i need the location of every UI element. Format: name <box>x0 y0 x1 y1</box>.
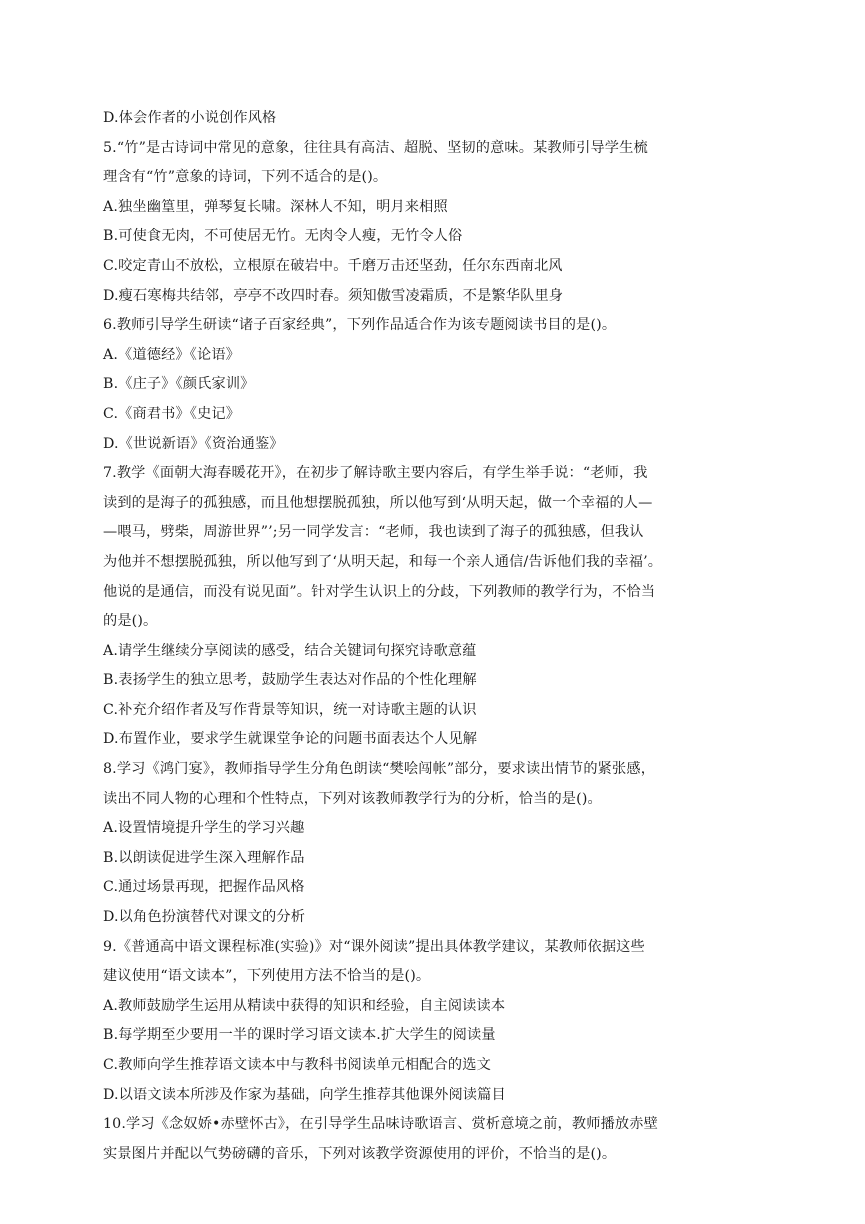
option-line: C.通过场景再现，把握作品风格 <box>103 879 305 896</box>
option-line: D.体会作者的小说创作风格 <box>103 110 277 126</box>
question-7-line: 的是()。 <box>103 613 158 630</box>
option-line: A.设置情境提升学生的学习兴趣 <box>103 820 305 837</box>
option-line: D.瘦石寒梅共结邻，亭亭不改四时春。须知傲雪凌霜质，不是繁华队里身 <box>103 287 564 304</box>
option-line: B.表扬学生的独立思考，鼓励学生表达对作品的个性化理解 <box>103 672 477 689</box>
option-line: B.可使食无肉，不可使居无竹。无肉令人瘦，无竹令人俗 <box>103 228 463 245</box>
option-line: D.以语文读本所涉及作家为基础，向学生推荐其他课外阅读篇目 <box>103 1086 506 1103</box>
option-line: B.以朗读促进学生深入理解作品 <box>103 849 305 866</box>
question-7-line: 读到的是海子的孤独感，而且他想摆脱孤独，所以他写到‘从明天起，做一个幸福的人— <box>103 494 653 511</box>
option-line: D.布置作业，要求学生就课堂争论的问题书面表达个人见解 <box>103 731 478 748</box>
question-9-line: 9.《普通高中语文课程标准(实验)》对“课外阅读”提出具体教学建议，某教师依据这些 <box>103 938 645 955</box>
option-line: D.《世说新语》《资治通鉴》 <box>103 435 284 452</box>
question-10-line: 10.学习《念奴娇•赤壁怀古》，在引导学生品味诗歌语言、赏析意境之前，教师播放赤壁 <box>103 1116 658 1133</box>
question-7-line: 他说的是通信，而没有说见面”。针对学生认识上的分歧，下列教师的教学行为，不恰当 <box>103 583 656 600</box>
question-5-line: 理含有“竹”意象的诗词，下列不适合的是()。 <box>103 169 388 186</box>
document-page <box>103 104 763 1169</box>
question-7-line: 为他并不想摆脱孤独，所以他写到了‘从明天起，和每一个亲人通信/告诉他们我的幸福’。 <box>103 553 663 570</box>
question-8-line: 8.学习《鸿门宴》，教师指导学生分角色朗读“樊哙闯帐”部分，要求读出情节的紧张感， <box>103 761 656 778</box>
option-line: A.独坐幽篁里，弹琴复长啸。深林人不知，明月来相照 <box>103 198 448 215</box>
option-line: C.《商君书》《史记》 <box>103 405 241 422</box>
option-line: D.以角色扮演替代对课文的分析 <box>103 909 306 926</box>
option-line: B.每学期至少要用一半的课时学习语文读本.扩大学生的阅读量 <box>103 1027 496 1044</box>
option-line: C.补充介绍作者及写作背景等知识，统一对诗歌主题的认识 <box>103 701 477 718</box>
question-7-line: 7.教学《面朝大海春暖花开》，在初步了解诗歌主要内容后，有学生举手说：“老师，我 <box>103 465 648 482</box>
question-5-line: 5.“竹”是古诗词中常见的意象，往往具有高洁、超脱、坚韧的意味。某教师引导学生梳 <box>103 139 648 156</box>
option-line: C.教师向学生推荐语文读本中与教科书阅读单元相配合的选文 <box>103 1057 491 1073</box>
question-6-line: 6.教师引导学生研读“诸子百家经典”，下列作品适合作为该专题阅读书目的是()。 <box>103 317 617 334</box>
option-line: B.《庄子》《颜氏家训》 <box>103 376 255 393</box>
option-line: A.请学生继续分享阅读的感受，结合关键词句探究诗歌意蕴 <box>103 642 477 659</box>
question-7-line: —喂马，劈柴，周游世界”’;另一同学发言：“老师，我也读到了海子的孤独感，但我认 <box>103 524 644 541</box>
question-8-line: 读出不同人物的心理和个性特点，下列对该教师教学行为的分析，恰当的是()。 <box>103 790 602 807</box>
option-line: A.《道德经》《论语》 <box>103 346 240 363</box>
option-line: C.咬定青山不放松，立根原在破岩中。千磨万击还坚劲，任尔东西南北风 <box>103 257 563 274</box>
question-9-line: 建议使用“语文读本”，下列使用方法不恰当的是()。 <box>103 968 431 985</box>
question-10-line: 实景图片并配以气势磅礴的音乐，下列对该教学资源使用的评价，不恰当的是()。 <box>103 1145 617 1162</box>
option-line: A.教师鼓励学生运用从精读中获得的知识和经验，自主阅读读本 <box>103 997 506 1014</box>
